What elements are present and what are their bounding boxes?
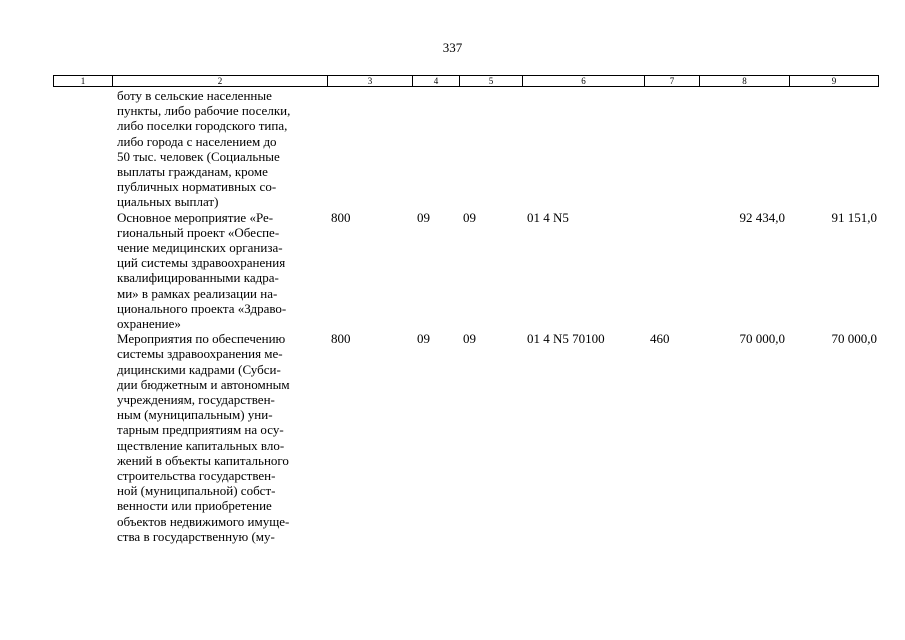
row-name-line: квалифицированными кадра-: [117, 270, 279, 286]
page-number: 337: [442, 40, 463, 55]
cell-expense-type: 460: [650, 331, 670, 347]
row-name-line: ционального проекта «Здраво-: [117, 300, 287, 316]
header-cell-9: 9: [789, 76, 878, 86]
header-cell-6: 6: [522, 76, 644, 86]
row-name-line: ной (муниципальной) собст-: [117, 483, 276, 499]
cell-amount-1: 92 434,0: [739, 209, 785, 225]
row-name-line: Мероприятия по обеспечению: [117, 331, 286, 347]
row-name-line: 50 тыс. человек (Социальные: [117, 148, 280, 164]
row-name-line: пункты, либо рабочие поселки,: [117, 103, 291, 119]
table-body: [0, 88, 905, 544]
row-name-line: ным (муниципальным) уни-: [117, 407, 273, 423]
cell-ministry: 800: [331, 331, 351, 347]
cell-target-article: 01 4 N5 70100: [527, 331, 605, 347]
row-name-line: ций системы здравоохранения: [117, 255, 286, 271]
header-cell-1: 1: [80, 76, 86, 86]
row-name-line: выплаты гражданам, кроме: [117, 164, 268, 180]
row-name-line: объектов недвижимого имуще-: [117, 513, 290, 529]
cell-subsection: 09: [463, 331, 476, 347]
cell-section: 09: [417, 331, 430, 347]
cell-section: 09: [417, 209, 430, 225]
row-name-line: учреждениям, государствен-: [117, 392, 275, 408]
row-name-line: публичных нормативных со-: [117, 179, 277, 195]
header-cell-2: 2: [112, 76, 327, 86]
header-cell-8: 8: [699, 76, 789, 86]
table-row: [0, 88, 905, 210]
row-name-line: строительства государствен-: [117, 468, 276, 484]
cell-subsection: 09: [463, 209, 476, 225]
table-header-row: [53, 75, 879, 87]
row-name-line: боту в сельские населенные: [117, 88, 272, 103]
row-name-line: либо поселки городского типа,: [117, 118, 288, 134]
row-name-line: дицинскими кадрами (Субси-: [117, 361, 281, 377]
row-name-line: охранение»: [117, 316, 181, 332]
table-row: [0, 210, 905, 332]
header-cell-5: 5: [459, 76, 522, 86]
row-name-line: дии бюджетным и автономным: [117, 376, 290, 392]
row-name-line: гиональный проект «Обеспе-: [117, 224, 280, 240]
row-name-line: циальных выплат): [117, 194, 219, 210]
row-name: [117, 88, 327, 210]
cell-amount-2: 70 000,0: [831, 331, 877, 347]
row-name-line: ми» в рамках реализации на-: [117, 285, 278, 301]
header-cell-7: 7: [644, 76, 699, 86]
row-name-line: ства в государственную (му-: [117, 528, 275, 544]
row-name: [117, 210, 327, 332]
row-name-line: ществление капитальных вло-: [117, 437, 285, 453]
row-name-line: системы здравоохранения ме-: [117, 346, 283, 362]
row-name-line: Основное мероприятие «Ре-: [117, 209, 274, 225]
row-name-line: либо города с населением до: [117, 133, 277, 149]
cell-amount-2: 91 151,0: [831, 209, 877, 225]
row-name-line: чение медицинских организа-: [117, 240, 283, 256]
header-cell-3: 3: [327, 76, 412, 86]
table-row: [0, 331, 905, 544]
cell-amount-1: 70 000,0: [739, 331, 785, 347]
cell-target-article: 01 4 N5: [527, 209, 569, 225]
row-name-line: тарным предприятиям на осу-: [117, 422, 284, 438]
row-name: [117, 331, 327, 544]
row-name-line: венности или приобретение: [117, 498, 272, 514]
row-name-line: жений в объекты капитального: [117, 452, 289, 468]
cell-ministry: 800: [331, 209, 351, 225]
header-cell-4: 4: [412, 76, 459, 86]
